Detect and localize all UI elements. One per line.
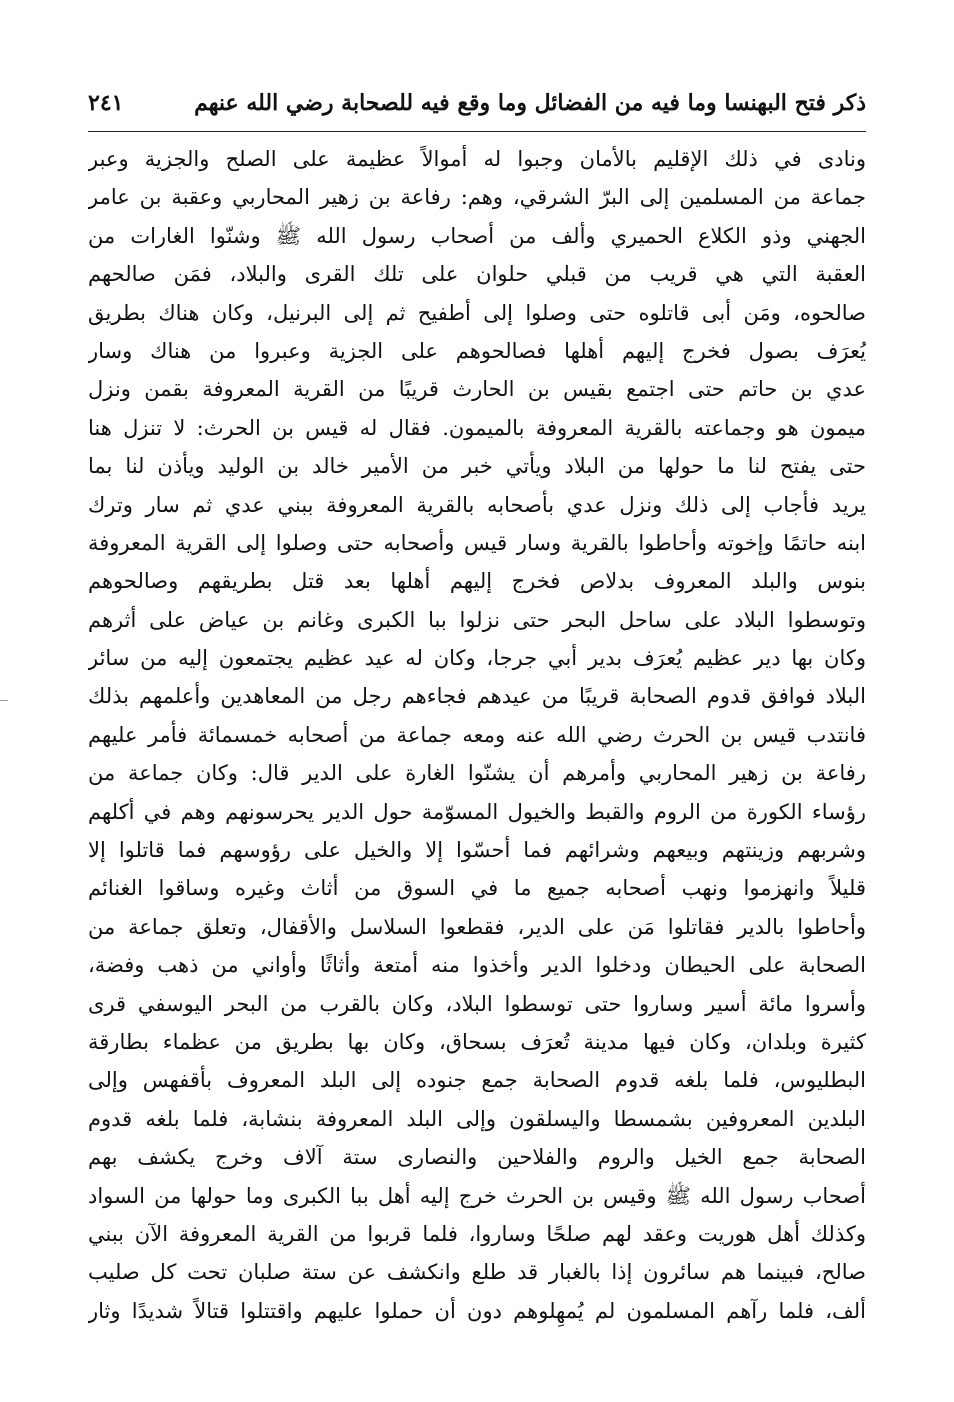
text-line: البلاد فوافق قدوم الصحابة قريبًا من عيدهم فجاءهم رجل من المعاهدين وأعلمهم بذلك (88, 684, 866, 709)
page-number: ٢٤١ (88, 90, 124, 116)
text-line: ابنه حاتمًا وإخوته وأحاطوا بالقرية وسار قيس وأصحابه حتى وصلوا إلى القرية المعروفة (88, 530, 866, 555)
text-line: وكذلك أهل هوريت وعقد لهم صلحًا وساروا، فلما قربوا من القرية المعروفة الآن ببني (88, 1221, 866, 1246)
text-line: الجهني وذو الكلاع الحميري وألف من أصحاب رسول الله ﷺ وشنّوا الغارات من (88, 223, 866, 248)
text-line: أصحاب رسول الله ﷺ وقيس بن الحرث خرج إليه أهل ببا الكبرى وما حولها من السواد (88, 1183, 866, 1208)
text-line: كثيرة وبلدان، وكان فيها مدينة تُعرَف بسحاق، وكان بها بطريق من عظماء بطارقة (88, 1029, 866, 1054)
text-line: قليلاً وانهزموا ونهب أصحابه جميع ما في السوق من أثاث وغيره وساقوا الغنائم (88, 876, 866, 901)
text-line: الصحابة على الحيطان ودخلوا الدير وأخذوا منه أمتعة وأثاثًا وأواني من ذهب وفضة، (88, 953, 866, 978)
text-line: البلدين المعروفين بشمسطا واليسلقون وإلى البلد المعروفة بنشابة، فلما بلغه قدوم (88, 1106, 866, 1131)
text-line: الصحابة جمع الخيل والروم والفلاحين والنصارى ستة آلاف وخرج يكشف بهم (88, 1145, 866, 1170)
text-line: رؤساء الكورة من الروم والقبط والخيول المسوّمة حول الدير يحرسونهم وهم في أكلهم (88, 799, 866, 824)
text-line: يريد فأجاب إلى ذلك ونزل عدي بأصحابه بالقرية المعروفة ببني عدي ثم سار وترك (88, 492, 866, 517)
text-line: جماعة من المسلمين إلى البرّ الشرقي، وهم: رفاعة بن زهير المحاربي وعقبة بن عامر (88, 185, 866, 210)
text-line: ألف، فلما رآهم المسلمون لم يُمهِلوهم دون أن حملوا عليهم واقتتلوا قتالاً شديدًا وثار (88, 1298, 866, 1323)
text-line: وأحاطوا بالدير فقاتلوا مَن على الدير، فقطعوا السلاسل والأقفال، وتعلق جماعة من (88, 914, 866, 939)
text-line: صالحوه، ومَن أبى قاتلوه حتى وصلوا إلى أطفيح ثم إلى البرنيل، وكان هناك بطريق (88, 300, 866, 325)
text-line: بنوس والبلد المعروف بدلاص فخرج إليهم أهلها بعد قتل بطريقهم وصالحوهم (88, 569, 866, 594)
text-line: البطليوس، فلما بلغه قدوم الصحابة جمع جنوده إلى البلد المعروف بأقفهس وإلى (88, 1068, 866, 1093)
text-line: فانتدب قيس بن الحرث رضي الله عنه ومعه جماعة من أصحابه خمسمائة فأمر عليهم (88, 722, 866, 747)
running-title: ذكر فتح البهنسا وما فيه من الفضائل وما وقع فيه للصحابة رضي الله عنهم (194, 90, 866, 116)
header-rule (88, 131, 866, 132)
text-line: وتوسطوا البلاد على ساحل البحر حتى نزلوا ببا الكبرى وغانم بن عياض على أثرهم (88, 607, 866, 632)
scan-margin-mark (0, 700, 8, 701)
text-line: وشربهم وزينتهم وبيعهم وشرائهم فما أحسّوا إلا والخيل على رؤوسهم فما قاتلوا إلا (88, 838, 866, 863)
text-line: يُعرَف بصول فخرج إليهم أهلها فصالحوهم على الجزية وعبروا من هناك وسار (88, 338, 866, 363)
text-line: عدي بن حاتم حتى اجتمع بقيس بن الحارث قريبًا من القرية المعروفة بقمن ونزل (88, 377, 866, 402)
text-line: وأسروا مائة أسير وساروا حتى توسطوا البلاد، وكان بالقرب من البحر اليوسفي قرى (88, 991, 866, 1016)
text-line: ميمون هو وجماعته بالقرية المعروفة بالميمون. فقال له قيس بن الحرث: لا تنزل هنا (88, 415, 866, 440)
text-line: ونادى في ذلك الإقليم بالأمان وجبوا له أموالاً عظيمة على الصلح والجزية وعبر (88, 147, 866, 171)
text-line: حتى يفتح لنا ما حولها من البلاد ويأتي خبر من الأمير خالد بن الوليد ويأذن لنا بما (88, 454, 866, 479)
text-line: رفاعة بن زهير المحاربي وأمرهم أن يشنّوا الغارة على الدير قال: وكان جماعة من (88, 761, 866, 786)
text-line: صالح، فبينما هم سائرون إذا بالغبار قد طلع وانكشف عن ستة صلبان تحت كل صليب (88, 1260, 866, 1285)
page-header (88, 84, 866, 128)
text-line: وكان بها دير عظيم يُعرَف بدير أبي جرجا، وكان له عيد عظيم يجتمعون إليه من سائر (88, 646, 866, 671)
body-text (88, 140, 866, 1330)
text-line: العقبة التي هي قريب من قبلي حلوان على تلك القرى والبلاد، فمَن صالحهم (88, 262, 866, 287)
